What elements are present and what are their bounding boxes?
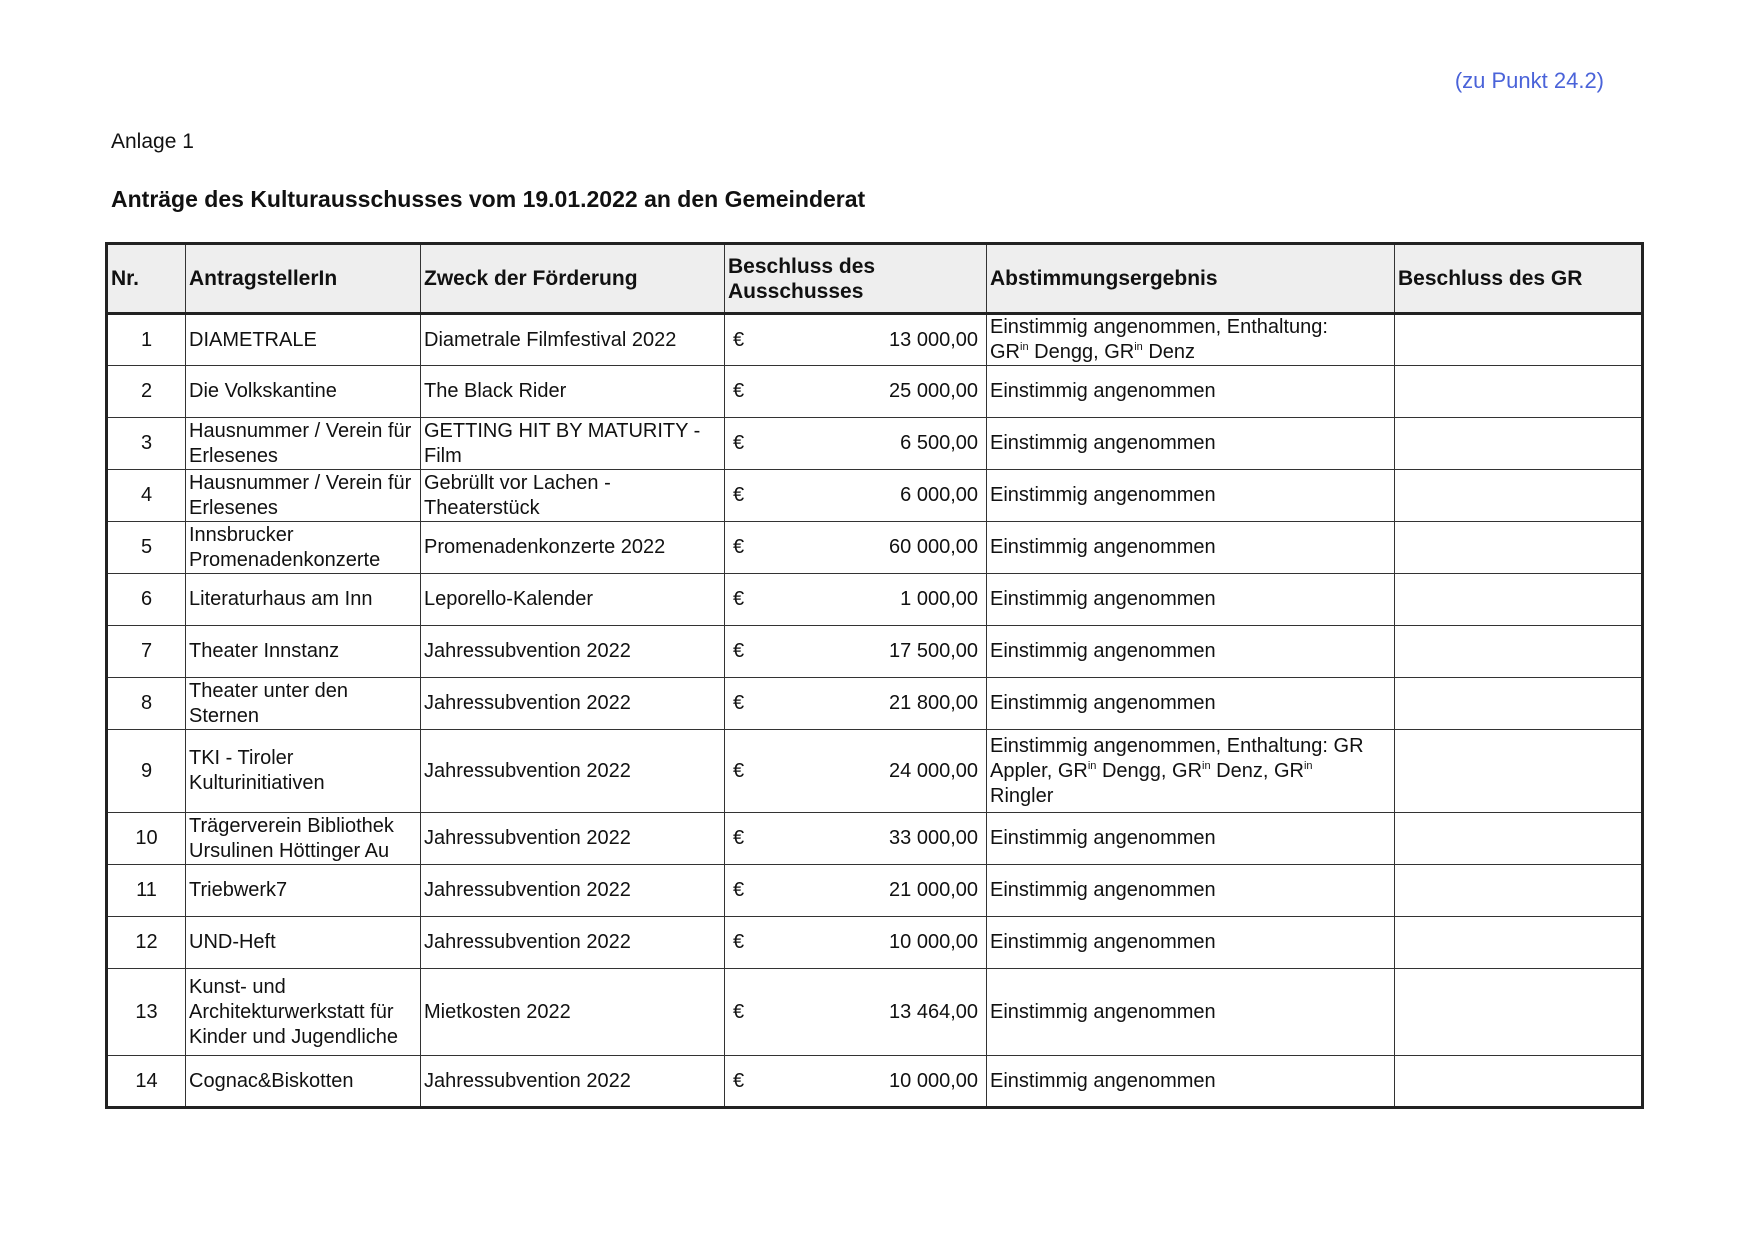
cell-council-decision	[1395, 1056, 1643, 1108]
abstainer-title: GR	[1273, 759, 1304, 782]
table-row	[107, 730, 1643, 813]
amount-value: 6 000,00	[900, 484, 978, 506]
currency-symbol: €	[733, 536, 745, 558]
amount-value: 6 500,00	[900, 432, 978, 454]
abstainer-title-suffix: in	[1134, 341, 1143, 353]
cell-applicant: Literaturhaus am Inn	[186, 574, 421, 626]
cell-purpose: GETTING HIT BY MATURITY - Film	[421, 418, 725, 470]
currency-symbol: €	[733, 827, 745, 849]
abstainer-title-suffix: in	[1202, 759, 1211, 772]
cell-applicant: Trägerverein Bibliothek Ursulinen Höttinger Au	[186, 813, 421, 865]
table-row	[107, 366, 1643, 418]
table-row	[107, 1056, 1643, 1108]
abstainer-name: Ringler	[990, 784, 1054, 807]
cell-vote-result: Einstimmig angenommen	[987, 678, 1395, 730]
table-row	[107, 314, 1643, 366]
currency-symbol: €	[733, 759, 745, 782]
cell-vote-result: Einstimmig angenommen	[987, 574, 1395, 626]
cell-purpose: Jahressubvention 2022	[421, 865, 725, 917]
column-header-committee-decision: Beschluss des Ausschusses	[725, 244, 987, 314]
table-row	[107, 626, 1643, 678]
cell-applicant: Hausnummer / Verein für Erlesenes	[186, 470, 421, 522]
separator: ,	[1093, 341, 1105, 363]
cell-amount	[725, 730, 987, 813]
cell-applicant: Die Volkskantine	[186, 366, 421, 418]
currency-symbol: €	[733, 931, 745, 953]
applications-table	[105, 242, 1644, 1109]
cell-nr: 10	[107, 813, 186, 865]
table-header-row	[107, 244, 1643, 314]
cell-vote-result	[987, 730, 1395, 813]
cell-council-decision	[1395, 470, 1643, 522]
cell-nr: 9	[107, 730, 186, 813]
table-row	[107, 813, 1643, 865]
abstainer-name: Appler	[990, 759, 1047, 782]
cell-purpose: Jahressubvention 2022	[421, 1056, 725, 1108]
cell-amount	[725, 418, 987, 470]
cell-amount	[725, 1056, 987, 1108]
column-header-nr: Nr.	[107, 244, 186, 314]
table-row	[107, 865, 1643, 917]
cell-applicant: Triebwerk7	[186, 865, 421, 917]
cell-purpose: Leporello-Kalender	[421, 574, 725, 626]
currency-symbol: €	[733, 432, 745, 454]
cell-amount	[725, 917, 987, 969]
table-row	[107, 470, 1643, 522]
amount-value: 13 000,00	[889, 328, 978, 351]
cell-nr: 4	[107, 470, 186, 522]
table-row	[107, 522, 1643, 574]
cell-vote-result: Einstimmig angenommen	[987, 813, 1395, 865]
cell-council-decision	[1395, 366, 1643, 418]
table-row	[107, 418, 1643, 470]
currency-symbol: €	[733, 484, 745, 506]
amount-value: 33 000,00	[889, 827, 978, 849]
cell-amount	[725, 969, 987, 1056]
cell-amount	[725, 314, 987, 366]
vote-text: Einstimmig angenommen, Enthaltung:	[990, 316, 1328, 338]
cell-nr: 2	[107, 366, 186, 418]
cell-council-decision	[1395, 574, 1643, 626]
table-row	[107, 969, 1643, 1056]
cell-council-decision	[1395, 730, 1643, 813]
cell-nr: 13	[107, 969, 186, 1056]
currency-symbol: €	[733, 879, 745, 901]
cell-council-decision	[1395, 418, 1643, 470]
column-header-applicant: AntragstellerIn	[186, 244, 421, 314]
cell-applicant: UND-Heft	[186, 917, 421, 969]
table-row	[107, 574, 1643, 626]
column-header-purpose: Zweck der Förderung	[421, 244, 725, 314]
cell-council-decision	[1395, 314, 1643, 366]
abstainer-name: Denz	[1216, 759, 1263, 782]
cell-amount	[725, 574, 987, 626]
annex-label: Anlage 1	[111, 130, 194, 153]
table-row	[107, 678, 1643, 730]
cell-council-decision	[1395, 969, 1643, 1056]
cell-nr: 11	[107, 865, 186, 917]
cell-vote-result: Einstimmig angenommen	[987, 366, 1395, 418]
cell-council-decision	[1395, 813, 1643, 865]
separator: ,	[1160, 759, 1173, 782]
cell-vote-result: Einstimmig angenommen	[987, 626, 1395, 678]
cell-nr: 14	[107, 1056, 186, 1108]
currency-symbol: €	[733, 328, 745, 351]
currency-symbol: €	[733, 692, 745, 714]
cell-vote-result: Einstimmig angenommen	[987, 522, 1395, 574]
cell-purpose: Jahressubvention 2022	[421, 917, 725, 969]
cell-nr: 7	[107, 626, 186, 678]
cell-nr: 6	[107, 574, 186, 626]
cell-purpose: The Black Rider	[421, 366, 725, 418]
currency-symbol: €	[733, 640, 745, 662]
currency-symbol: €	[733, 380, 745, 402]
amount-value: 10 000,00	[889, 931, 978, 953]
cell-council-decision	[1395, 626, 1643, 678]
cell-purpose: Mietkosten 2022	[421, 969, 725, 1056]
cell-purpose: Jahressubvention 2022	[421, 730, 725, 813]
separator: ,	[1046, 759, 1058, 782]
cell-purpose: Diametrale Filmfestival 2022	[421, 314, 725, 366]
column-header-council-decision: Beschluss des GR	[1395, 244, 1643, 314]
cell-amount	[725, 522, 987, 574]
cell-purpose: Gebrüllt vor Lachen - Theaterstück	[421, 470, 725, 522]
cell-nr: 5	[107, 522, 186, 574]
column-header-vote-result: Abstimmungsergebnis	[987, 244, 1395, 314]
amount-value: 21 800,00	[889, 692, 978, 714]
cell-nr: 1	[107, 314, 186, 366]
amount-value: 21 000,00	[889, 879, 978, 901]
cell-nr: 3	[107, 418, 186, 470]
cell-amount	[725, 470, 987, 522]
cell-applicant: Theater unter den Sternen	[186, 678, 421, 730]
vote-text: Einstimmig angenommen, Enthaltung: GR	[990, 734, 1364, 757]
cell-purpose: Jahressubvention 2022	[421, 678, 725, 730]
currency-symbol: €	[733, 588, 745, 610]
cell-vote-result: Einstimmig angenommen	[987, 865, 1395, 917]
abstainer-title-suffix: in	[1020, 341, 1029, 353]
page-title: Anträge des Kulturausschusses vom 19.01.2022 an den Gemeinderat	[111, 186, 866, 212]
cell-council-decision	[1395, 678, 1643, 730]
cell-applicant: DIAMETRALE	[186, 314, 421, 366]
cell-applicant: TKI - Tiroler Kulturinitiativen	[186, 730, 421, 813]
abstainer-name: Dengg	[1034, 341, 1094, 363]
cell-amount	[725, 678, 987, 730]
abstainer-name: Denz	[1148, 341, 1196, 363]
amount-value: 13 464,00	[889, 1000, 978, 1023]
cell-nr: 12	[107, 917, 186, 969]
cell-applicant: Theater Innstanz	[186, 626, 421, 678]
cell-amount	[725, 366, 987, 418]
abstainer-title: GR	[990, 341, 1020, 363]
cell-council-decision	[1395, 865, 1643, 917]
cell-vote-result: Einstimmig angenommen	[987, 969, 1395, 1056]
cell-applicant: Hausnummer / Verein für Erlesenes	[186, 418, 421, 470]
cell-purpose: Promenadenkonzerte 2022	[421, 522, 725, 574]
cell-nr: 8	[107, 678, 186, 730]
amount-value: 10 000,00	[889, 1069, 978, 1092]
cell-vote-result	[987, 314, 1395, 366]
cell-amount	[725, 813, 987, 865]
cell-vote-result: Einstimmig angenommen	[987, 1056, 1395, 1108]
abstainer-name: Dengg	[1101, 759, 1161, 782]
currency-symbol: €	[733, 1000, 745, 1023]
currency-symbol: €	[733, 1069, 745, 1092]
abstainer-title-suffix: in	[1303, 759, 1313, 772]
cell-purpose: Jahressubvention 2022	[421, 626, 725, 678]
abstainer-title: GR	[1104, 341, 1135, 363]
cell-vote-result: Einstimmig angenommen	[987, 418, 1395, 470]
amount-value: 60 000,00	[889, 536, 978, 558]
amount-value: 17 500,00	[889, 640, 978, 662]
cell-applicant: Cognac&Biskotten	[186, 1056, 421, 1108]
cell-amount	[725, 865, 987, 917]
abstainer-title-suffix: in	[1087, 759, 1097, 772]
separator: ,	[1262, 759, 1274, 782]
cell-purpose: Jahressubvention 2022	[421, 813, 725, 865]
table-row	[107, 917, 1643, 969]
abstainer-title: GR	[1172, 759, 1203, 782]
amount-value: 1 000,00	[900, 588, 978, 610]
cell-council-decision	[1395, 917, 1643, 969]
cell-amount	[725, 626, 987, 678]
cell-applicant: Kunst- und Architekturwerkstatt für Kinder und Jugendliche	[186, 969, 421, 1056]
amount-value: 25 000,00	[889, 380, 978, 402]
cell-council-decision	[1395, 522, 1643, 574]
abstainer-title: GR	[1057, 759, 1088, 782]
cell-vote-result: Einstimmig angenommen	[987, 470, 1395, 522]
amount-value: 24 000,00	[889, 759, 978, 782]
agenda-reference: (zu Punkt 24.2)	[1454, 68, 1604, 93]
cell-vote-result: Einstimmig angenommen	[987, 917, 1395, 969]
cell-applicant: Innsbrucker Promenadenkonzerte	[186, 522, 421, 574]
